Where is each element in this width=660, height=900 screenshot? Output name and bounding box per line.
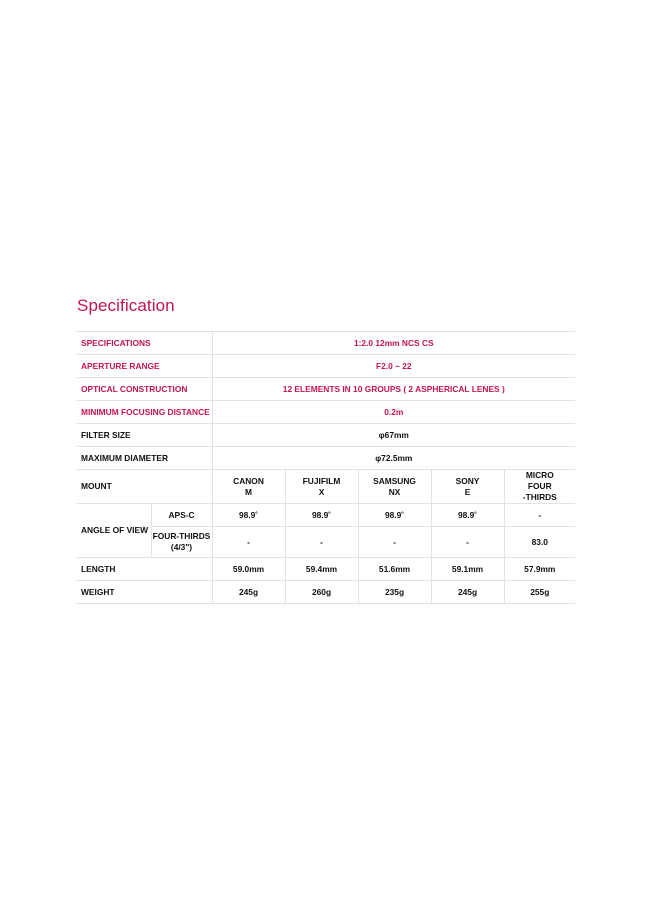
row-value: φ67mm [212, 424, 575, 447]
cell-value: 255g [504, 581, 575, 604]
row-label: ANGLE OF VIEW [77, 504, 151, 558]
row-label: APERTURE RANGE [77, 355, 212, 378]
cell-value: - [212, 527, 285, 558]
table-row-weight [77, 581, 575, 604]
table-row [77, 424, 575, 447]
row-label: FILTER SIZE [77, 424, 212, 447]
cell-value: 245g [212, 581, 285, 604]
row-label: MINIMUM FOCUSING DISTANCE [77, 401, 212, 424]
row-label: MAXIMUM DIAMETER [77, 447, 212, 470]
row-value: φ72.5mm [212, 447, 575, 470]
row-label: WEIGHT [77, 581, 212, 604]
row-value: 12 ELEMENTS IN 10 GROUPS ( 2 ASPHERICAL LENES ) [212, 378, 575, 401]
cell-value: 51.6mm [358, 558, 431, 581]
cell-value: 235g [358, 581, 431, 604]
table-row [77, 401, 575, 424]
cell-value: 59.4mm [285, 558, 358, 581]
cell-value: 98.9˚ [285, 504, 358, 527]
cell-value: - [504, 504, 575, 527]
table-row-four-thirds [77, 527, 575, 558]
cell-value: - [431, 527, 504, 558]
cell-value: 98.9˚ [358, 504, 431, 527]
table-row-mount [77, 470, 575, 504]
sub-label: APS-C [151, 504, 212, 527]
mount-header: SAMSUNG NX [358, 470, 431, 504]
specification-table [77, 331, 575, 604]
table-row [77, 355, 575, 378]
table-row [77, 378, 575, 401]
cell-value: 260g [285, 581, 358, 604]
table-row-apsc [77, 504, 575, 527]
row-label: OPTICAL CONSTRUCTION [77, 378, 212, 401]
cell-value: - [358, 527, 431, 558]
row-label: LENGTH [77, 558, 212, 581]
row-label: SPECIFICATIONS [77, 332, 212, 355]
table-row [77, 447, 575, 470]
cell-value: 59.0mm [212, 558, 285, 581]
cell-value: - [285, 527, 358, 558]
table-row [77, 332, 575, 355]
cell-value: 245g [431, 581, 504, 604]
cell-value: 98.9˚ [212, 504, 285, 527]
sub-label: FOUR-THIRDS (4/3") [151, 527, 212, 558]
table-row-length [77, 558, 575, 581]
mount-header: CANON M [212, 470, 285, 504]
mount-header: MICRO FOUR -THIRDS [504, 470, 575, 504]
row-value: F2.0 ~ 22 [212, 355, 575, 378]
cell-value: 98.9˚ [431, 504, 504, 527]
row-value: 0.2m [212, 401, 575, 424]
cell-value: 83.0 [504, 527, 575, 558]
cell-value: 59.1mm [431, 558, 504, 581]
row-value: 1:2.0 12mm NCS CS [212, 332, 575, 355]
page-title: Specification [77, 296, 175, 315]
cell-value: 57.9mm [504, 558, 575, 581]
mount-header: FUJIFILM X [285, 470, 358, 504]
mount-header: SONY E [431, 470, 504, 504]
row-label: MOUNT [77, 470, 212, 504]
